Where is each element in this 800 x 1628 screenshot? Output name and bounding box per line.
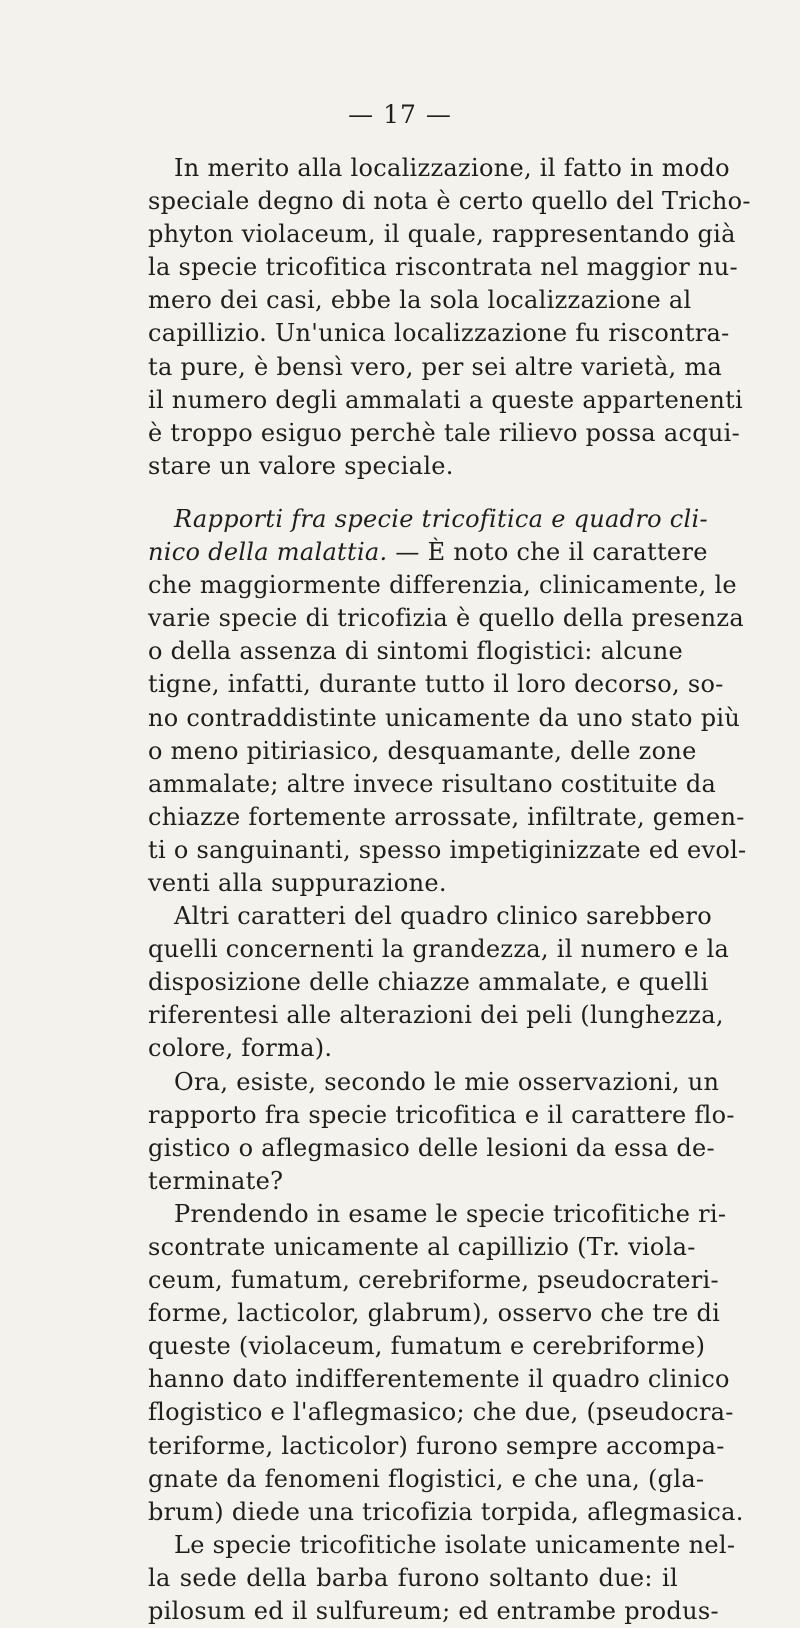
page-number: — 17 — xyxy=(348,100,452,129)
section-heading-line xyxy=(148,503,708,536)
text-line: brum) diede una tricofizia torpida, aflegmasica. xyxy=(148,1497,744,1526)
text-line: forme, lacticolor, glabrum), osservo che tre di xyxy=(148,1299,721,1328)
text-line: hanno dato indifferentemente il quadro clinico xyxy=(148,1365,730,1394)
text-line: disposizione delle chiazze ammalate, e quelli xyxy=(148,968,709,997)
text-line: terminate? xyxy=(148,1166,284,1195)
text-line: In merito alla localizzazione, il fatto in modo xyxy=(174,154,730,182)
text-line: Ora, esiste, secondo le mie osservazioni, un xyxy=(174,1067,720,1096)
text-line: teriforme, lacticolor) furono sempre accompa- xyxy=(148,1431,725,1460)
text-line: Prendendo in esame le specie tricofitiche ri- xyxy=(174,1199,727,1228)
section-heading: nico della malattia. xyxy=(148,538,388,567)
text-line: rapporto fra specie tricofitica e il carattere flo- xyxy=(148,1100,735,1129)
text-line: o della assenza di sintomi flogistici: alcune xyxy=(148,637,683,666)
text-line: la sede della barba furono soltanto due: il xyxy=(148,1563,678,1592)
text-line: ammalate; altre invece risultano costituite da xyxy=(148,769,717,798)
text-line: ti o sanguinanti, spesso impetiginizzate ed evol- xyxy=(148,835,747,864)
text-line: pilosum ed il sulfureum; ed entrambe produs- xyxy=(148,1597,719,1626)
text-line: varie specie di tricofizia è quello della presenza xyxy=(148,604,744,633)
text-line: no contraddistinte unicamente da uno stato più xyxy=(148,703,741,732)
text-line: stare un valore speciale. xyxy=(148,451,454,480)
text-line: mero dei casi, ebbe la sola localizzazione al xyxy=(148,286,692,315)
text-line: flogistico e l'aflegmasico; che due, (pseudocra- xyxy=(148,1398,734,1427)
text-line: Le specie tricofitiche isolate unicamente nel- xyxy=(174,1530,736,1559)
text-line: riferentesi alle alterazioni dei peli (lunghezza, xyxy=(148,1001,724,1030)
text-line: la specie tricofitica riscontrata nel maggior nu- xyxy=(148,253,738,282)
section-heading: Rapporti fra specie tricofitica e quadro cli- xyxy=(174,504,708,533)
text-line: gistico o aflegmasico delle lesioni da essa de- xyxy=(148,1133,715,1162)
text-line: colore, forma). xyxy=(148,1034,333,1063)
text-line: gnate da fenomeni flogistici, e che una, (gla- xyxy=(148,1464,705,1493)
text-line: chiazze fortemente arrossate, infiltrate, gemen- xyxy=(148,802,745,831)
text-line: queste (violaceum, fumatum e cerebriforme) xyxy=(148,1332,706,1361)
text-line: che maggiormente differenzia, clinicamente, le xyxy=(148,571,737,600)
text-line: capillizio. Un'unica localizzazione fu riscontra- xyxy=(148,319,730,348)
text-line: il numero degli ammalati a queste appartenenti xyxy=(148,385,744,414)
text-line: venti alla suppurazione. xyxy=(148,868,447,897)
text-line: phyton violaceum, il quale, rappresentando già xyxy=(148,220,736,249)
text-line: Altri caratteri del quadro clinico sarebbero xyxy=(174,902,712,931)
text-line: tigne, infatti, durante tutto il loro decorso, so- xyxy=(148,670,724,699)
text-line: speciale degno di nota è certo quello del Tricho- xyxy=(148,187,751,216)
text-line: ta pure, è bensì vero, per sei altre varietà, ma xyxy=(148,352,723,381)
text-line: scontrate unicamente al capillizio (Tr. viola- xyxy=(148,1233,696,1261)
paragraph-gap xyxy=(148,483,678,503)
text-line: o meno pitiriasico, desquamante, delle zone xyxy=(148,736,697,765)
text-line: quelli concernenti la grandezza, il numero e la xyxy=(148,935,730,964)
text-line: ceum, fumatum, cerebriforme, pseudocrateri- xyxy=(148,1266,719,1295)
text-line: è troppo esiguo perchè tale rilievo possa acqui- xyxy=(148,418,741,447)
section-heading-line xyxy=(148,536,708,569)
body-text xyxy=(148,152,751,1628)
heading-continuation: — È noto che il carattere xyxy=(387,538,708,567)
